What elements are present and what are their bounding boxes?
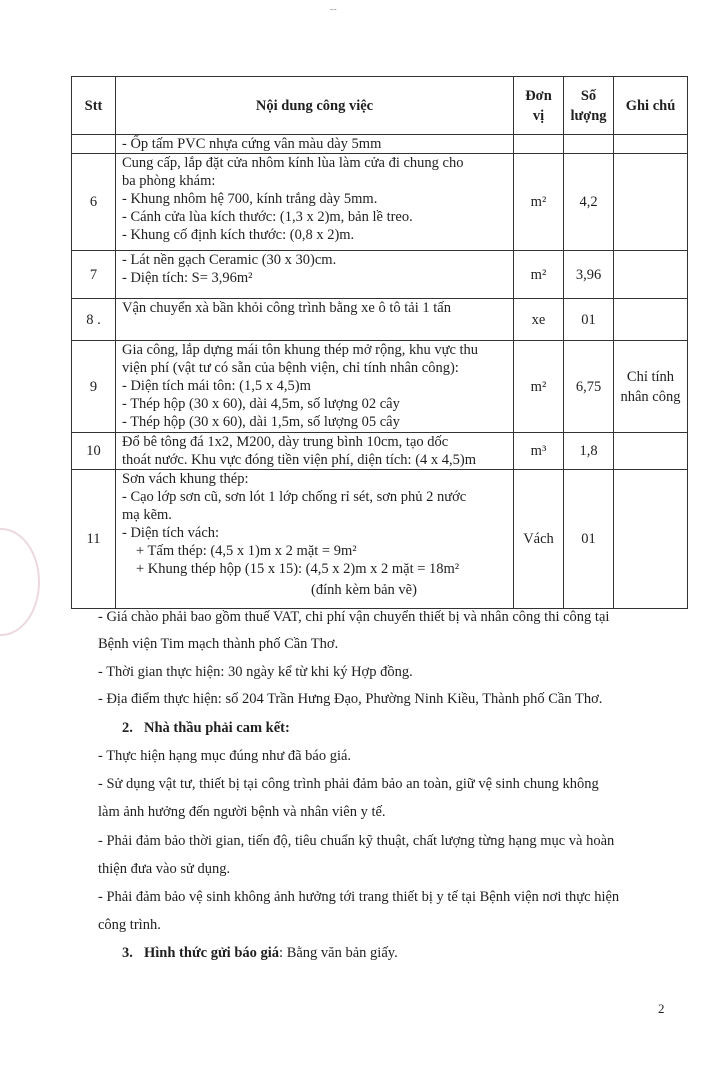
content-line: - Khung nhôm hệ 700, kính trắng dày 5mm. xyxy=(122,191,378,207)
table-row xyxy=(72,251,688,299)
cell-unit: m² xyxy=(514,251,564,299)
cell-qty: 6,75 xyxy=(564,341,614,433)
cell-stt: 8 . xyxy=(72,299,116,341)
cell-content xyxy=(116,135,514,154)
content-line: Cung cấp, lắp đặt cửa nhôm kính lùa làm cửa đi chung cho xyxy=(122,155,464,171)
table-row xyxy=(72,341,688,433)
table-row xyxy=(72,433,688,470)
cell-unit: xe xyxy=(514,299,564,341)
header-unit: Đơn vị xyxy=(514,77,564,135)
cell-stt: 11 xyxy=(72,470,116,609)
cell-content xyxy=(116,341,514,433)
commit-line-1: - Thực hiện hạng mục đúng như đã báo giá. xyxy=(98,748,352,764)
section-2-heading xyxy=(122,719,722,738)
commit-line-4b: công trình. xyxy=(98,917,161,933)
cell-qty: 4,2 xyxy=(564,154,614,251)
cell-unit: m² xyxy=(514,341,564,433)
cell-unit: Vách xyxy=(514,470,564,609)
section-3-heading xyxy=(122,944,722,963)
cell-unit: m² xyxy=(514,154,564,251)
cell-content xyxy=(116,433,514,470)
commit-line-3b: thiện đưa vào sử dụng. xyxy=(98,861,231,877)
table-body xyxy=(72,135,688,609)
cell-content xyxy=(116,299,514,341)
section-2-number: 2. xyxy=(122,720,133,736)
table-row xyxy=(72,154,688,251)
top-mark: -- xyxy=(330,4,337,15)
content-line: Vận chuyển xà bần khỏi công trình bằng xe ô tô tải 1 tấn xyxy=(122,300,451,316)
content-line: - Ốp tấm PVC nhựa cứng vân màu dày 5mm xyxy=(122,136,382,152)
content-line: - Thép hộp (30 x 60), dài 4,5m, số lượng 02 cây xyxy=(122,396,400,412)
cell-qty: 01 xyxy=(564,470,614,609)
content-line: + Tấm thép: (4,5 x 1)m x 2 mặt = 9m² xyxy=(136,543,357,559)
cell-note: Chỉ tính nhân công xyxy=(614,341,688,433)
content-line: - Diện tích: S= 3,96m² xyxy=(122,270,253,286)
work-items-table xyxy=(71,76,688,609)
section-3-text: : Bằng văn bản giấy. xyxy=(279,945,398,961)
content-line: Đổ bê tông đá 1x2, M200, dày trung bình 10cm, tạo dốc xyxy=(122,434,449,450)
cell-note xyxy=(614,154,688,251)
cell-note xyxy=(614,299,688,341)
commit-line-3a: - Phải đảm bảo thời gian, tiến độ, tiêu chuẩn kỹ thuật, chất lượng từng hạng mục và hoàn xyxy=(98,833,615,849)
content-line: ba phòng khám: xyxy=(122,173,216,189)
cell-qty: 3,96 xyxy=(564,251,614,299)
table-row xyxy=(72,299,688,341)
section-3-number: 3. xyxy=(122,945,133,961)
header-qty: Số lượng xyxy=(564,77,614,135)
content-line: + Khung thép hộp (15 x 15): (4,5 x 2)m x 2 mặt = 18m² xyxy=(136,561,460,577)
page-number: 2 xyxy=(658,1001,665,1016)
content-line: thoát nước. Khu vực đóng tiền viện phí, diện tích: (4 x 4,5)m xyxy=(122,452,477,468)
content-line: - Diện tích vách: xyxy=(122,525,220,541)
cell-note xyxy=(614,433,688,470)
cell-stt: 6 xyxy=(72,154,116,251)
content-line: - Khung cố định kích thước: (0,8 x 2)m. xyxy=(122,227,355,243)
header-content: Nội dung công việc xyxy=(116,77,514,135)
cell-qty: 1,8 xyxy=(564,433,614,470)
commit-line-2a: - Sử dụng vật tư, thiết bị tại công trình phải đảm bảo an toàn, giữ vệ sinh chung không xyxy=(98,776,599,792)
content-line: - Diện tích mái tôn: (1,5 x 4,5)m xyxy=(122,378,311,394)
cell-stt: 7 xyxy=(72,251,116,299)
content-line: mạ kẽm. xyxy=(122,507,172,523)
cell-note xyxy=(614,135,688,154)
price-terms-line-2: Bệnh viện Tim mạch thành phố Cần Thơ. xyxy=(98,636,339,652)
commit-line-2b: làm ảnh hưởng đến người bệnh và nhân viên y tế. xyxy=(98,804,386,820)
location-line: - Địa điểm thực hiện: số 204 Trần Hưng Đạo, Phường Ninh Kiều, Thành phố Cần Thơ. xyxy=(98,691,603,707)
cell-content xyxy=(116,154,514,251)
content-line: Sơn vách khung thép: xyxy=(122,471,249,487)
cell-unit xyxy=(514,135,564,154)
header-stt: Stt xyxy=(72,77,116,135)
cell-stt: 10 xyxy=(72,433,116,470)
content-line: - Lát nền gạch Ceramic (30 x 30)cm. xyxy=(122,252,337,268)
price-terms-line-1: - Giá chào phải bao gồm thuế VAT, chi phí vận chuyển thiết bị và nhân công thi công tại xyxy=(98,609,610,625)
commit-line-4a: - Phải đảm bảo vệ sinh không ảnh hưởng tới trang thiết bị y tế tại Bệnh viện nơi thực hiện xyxy=(98,889,620,905)
duration-line: - Thời gian thực hiện: 30 ngày kể từ khi ký Hợp đồng. xyxy=(98,664,413,680)
content-line: - Cánh cửa lùa kích thước: (1,3 x 2)m, bản lề treo. xyxy=(122,209,413,225)
content-line: - Thép hộp (30 x 60), dài 1,5m, số lượng 05 cây xyxy=(122,414,400,430)
cell-qty: 01 xyxy=(564,299,614,341)
cell-stt xyxy=(72,135,116,154)
content-line: viện phí (vật tư có sẵn của bệnh viện, chỉ tính nhân công): xyxy=(122,360,459,376)
cell-content xyxy=(116,251,514,299)
table-row xyxy=(72,135,688,154)
cell-note xyxy=(614,251,688,299)
cell-unit: m³ xyxy=(514,433,564,470)
header-note: Ghi chú xyxy=(614,77,688,135)
cell-qty xyxy=(564,135,614,154)
table-header-row xyxy=(72,77,688,135)
content-line: - Cạo lớp sơn cũ, sơn lót 1 lớp chống rỉ sét, sơn phủ 2 nước xyxy=(122,489,467,505)
cell-stt: 9 xyxy=(72,341,116,433)
section-3-title: Hình thức gửi báo giá xyxy=(144,945,280,961)
table-caption: (đính kèm bản vẽ) xyxy=(311,582,417,598)
section-2-title: Nhà thầu phải cam kết: xyxy=(144,720,290,736)
content-line: Gia công, lắp dựng mái tôn khung thép mở rộng, khu vực thu xyxy=(122,342,479,358)
